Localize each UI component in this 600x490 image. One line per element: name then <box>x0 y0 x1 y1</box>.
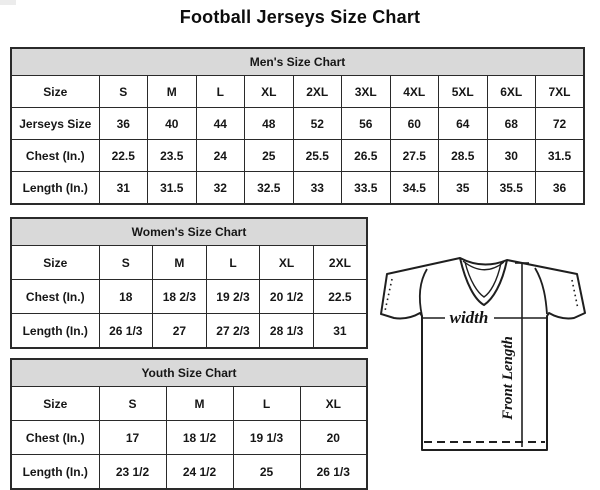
value-cell: M <box>148 76 197 108</box>
table-row <box>11 387 367 421</box>
value-cell: 5XL <box>439 76 488 108</box>
value-cell: 18 1/2 <box>166 421 233 455</box>
youth-chart-title-row <box>11 359 367 387</box>
value-cell: 24 <box>196 140 245 172</box>
front-length-label: Front Length <box>500 336 516 420</box>
value-cell: 23 1/2 <box>99 455 166 490</box>
value-cell: 18 2/3 <box>153 280 207 314</box>
value-cell: 56 <box>342 108 391 140</box>
value-cell: 28 1/3 <box>260 314 314 349</box>
women-chart-title-row <box>11 218 367 246</box>
table-row <box>11 140 584 172</box>
value-cell: 40 <box>148 108 197 140</box>
value-cell: 60 <box>390 108 439 140</box>
table-row <box>11 108 584 140</box>
youth-chart-title: Youth Size Chart <box>11 359 367 387</box>
value-cell: 26.5 <box>342 140 391 172</box>
table-row <box>11 76 584 108</box>
value-cell: 17 <box>99 421 166 455</box>
value-cell: 4XL <box>390 76 439 108</box>
mens-size-chart-table <box>10 47 585 205</box>
value-cell: 36 <box>536 172 585 205</box>
value-cell: 25 <box>233 455 300 490</box>
value-cell: 34.5 <box>390 172 439 205</box>
men-chart-title: Men's Size Chart <box>11 48 584 76</box>
value-cell: 18 <box>99 280 153 314</box>
value-cell: 68 <box>487 108 536 140</box>
table-row <box>11 421 367 455</box>
row-label-cell: Length (In.) <box>11 455 99 490</box>
row-label-cell: Chest (In.) <box>11 421 99 455</box>
value-cell: M <box>153 246 207 280</box>
value-cell: 19 1/3 <box>233 421 300 455</box>
row-label-cell: Size <box>11 76 99 108</box>
width-label: width <box>449 308 489 327</box>
value-cell: 23.5 <box>148 140 197 172</box>
youth-size-chart-table <box>10 358 368 490</box>
value-cell: 20 1/2 <box>260 280 314 314</box>
value-cell: 6XL <box>487 76 536 108</box>
page-title: Football Jerseys Size Chart <box>179 7 421 27</box>
value-cell: 26 1/3 <box>300 455 367 490</box>
row-label-cell: Jerseys Size <box>11 108 99 140</box>
value-cell: 64 <box>439 108 488 140</box>
value-cell: 52 <box>293 108 342 140</box>
value-cell: S <box>99 387 166 421</box>
value-cell: 35.5 <box>487 172 536 205</box>
value-cell: 72 <box>536 108 585 140</box>
value-cell: 30 <box>487 140 536 172</box>
value-cell: 24 1/2 <box>166 455 233 490</box>
value-cell: 31.5 <box>148 172 197 205</box>
value-cell: 22.5 <box>99 140 148 172</box>
value-cell: XL <box>245 76 294 108</box>
value-cell: 48 <box>245 108 294 140</box>
value-cell: 25 <box>245 140 294 172</box>
value-cell: XL <box>260 246 314 280</box>
table-row <box>11 280 367 314</box>
value-cell: 31 <box>99 172 148 205</box>
row-label-cell: Chest (In.) <box>11 280 99 314</box>
jersey-measurement-diagram <box>375 250 590 460</box>
value-cell: 31.5 <box>536 140 585 172</box>
value-cell: 19 2/3 <box>206 280 260 314</box>
value-cell: 26 1/3 <box>99 314 153 349</box>
value-cell: 2XL <box>313 246 367 280</box>
value-cell: 7XL <box>536 76 585 108</box>
women-chart-title: Women's Size Chart <box>11 218 367 246</box>
value-cell: 44 <box>196 108 245 140</box>
screen-corner-artifact <box>0 0 16 5</box>
row-label-cell: Chest (In.) <box>11 140 99 172</box>
value-cell: L <box>233 387 300 421</box>
row-label-cell: Length (In.) <box>11 172 99 205</box>
value-cell: 27 2/3 <box>206 314 260 349</box>
men-chart-title-row <box>11 48 584 76</box>
table-row <box>11 172 584 205</box>
value-cell: 2XL <box>293 76 342 108</box>
value-cell: 22.5 <box>313 280 367 314</box>
value-cell: 27.5 <box>390 140 439 172</box>
value-cell: L <box>196 76 245 108</box>
value-cell: 27 <box>153 314 207 349</box>
womens-size-chart-table <box>10 217 368 349</box>
value-cell: 28.5 <box>439 140 488 172</box>
value-cell: S <box>99 76 148 108</box>
value-cell: 36 <box>99 108 148 140</box>
value-cell: 35 <box>439 172 488 205</box>
value-cell: XL <box>300 387 367 421</box>
value-cell: 32.5 <box>245 172 294 205</box>
value-cell: 20 <box>300 421 367 455</box>
value-cell: M <box>166 387 233 421</box>
jersey-outline <box>381 258 585 450</box>
value-cell: L <box>206 246 260 280</box>
value-cell: 3XL <box>342 76 391 108</box>
value-cell: S <box>99 246 153 280</box>
value-cell: 33 <box>293 172 342 205</box>
table-row <box>11 455 367 490</box>
row-label-cell: Size <box>11 246 99 280</box>
table-row <box>11 246 367 280</box>
value-cell: 33.5 <box>342 172 391 205</box>
value-cell: 31 <box>313 314 367 349</box>
value-cell: 32 <box>196 172 245 205</box>
table-row <box>11 314 367 349</box>
row-label-cell: Length (In.) <box>11 314 99 349</box>
row-label-cell: Size <box>11 387 99 421</box>
value-cell: 25.5 <box>293 140 342 172</box>
